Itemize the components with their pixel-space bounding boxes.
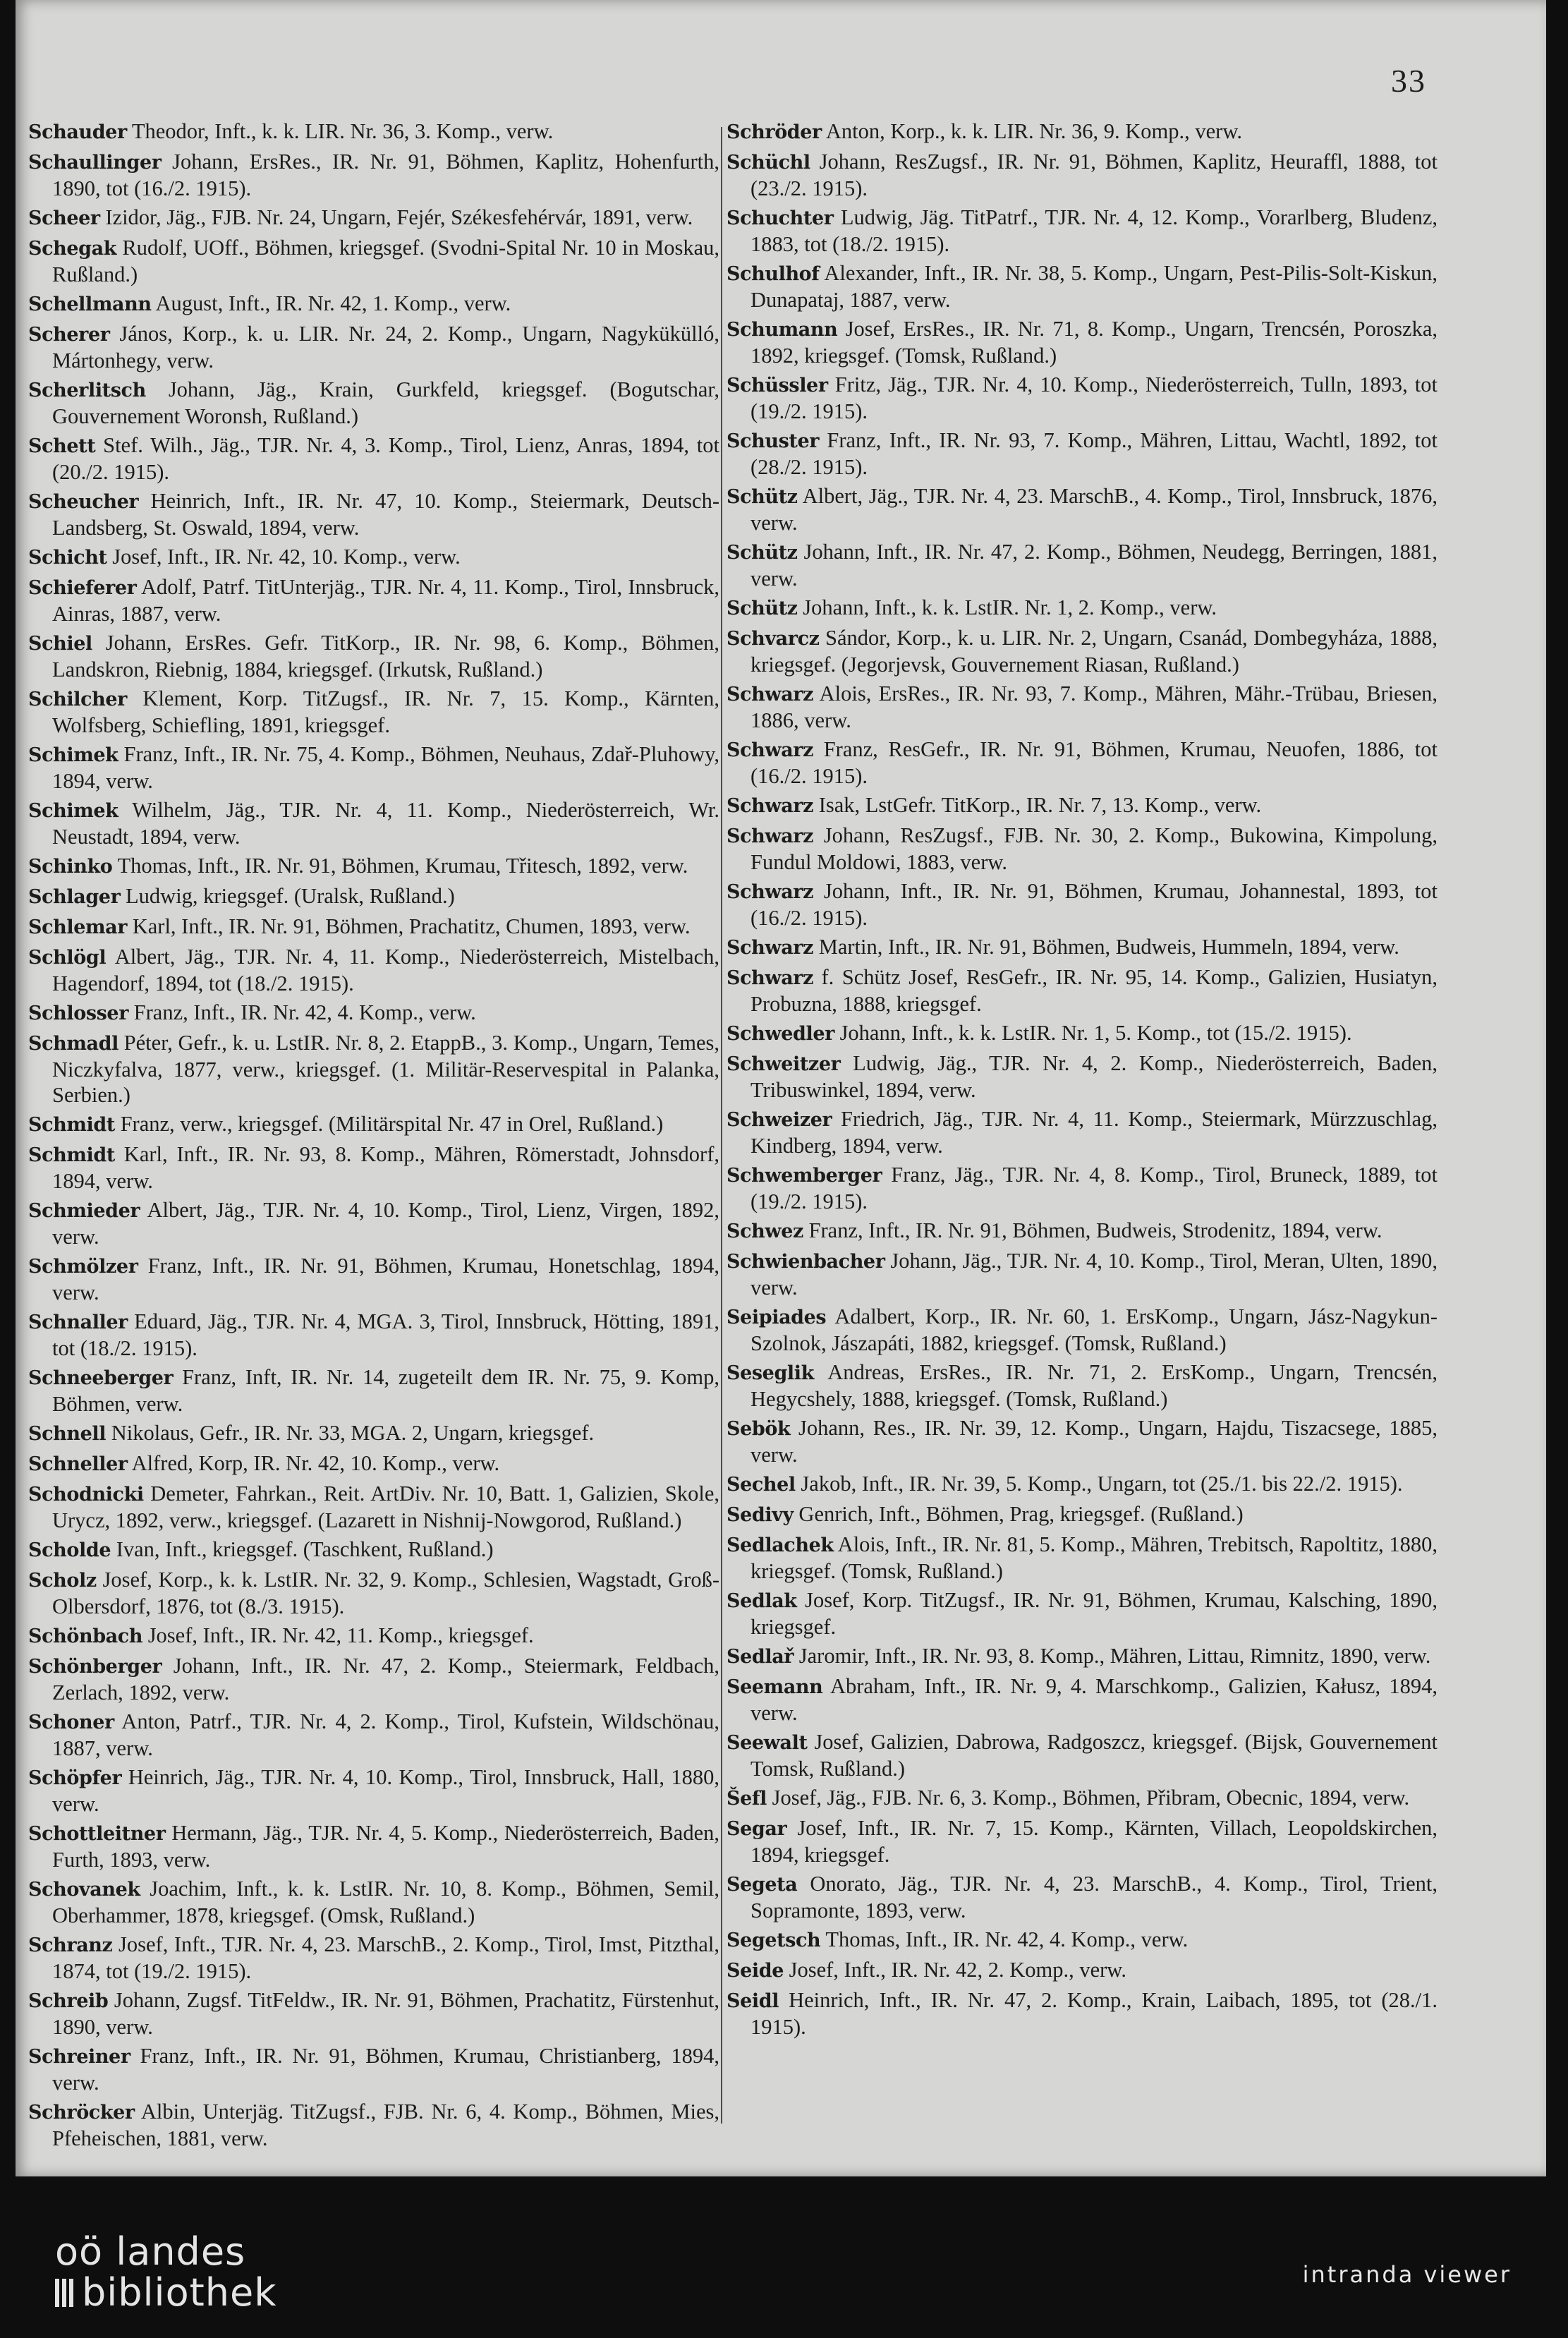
viewer-brand: intranda viewer (1302, 2261, 1512, 2288)
entry-details: Johann, Jäg., TJR. Nr. 4, 10. Komp., Tirol, Meran, Ulten, 1890, verw. (750, 1249, 1438, 1300)
register-entry (28, 1481, 719, 1533)
entry-details: Alois, ErsRes., IR. Nr. 93, 7. Komp., Mähren, Mähr.-Trübau, Briesen, 1886, verw. (750, 682, 1438, 732)
entry-details: Nikolaus, Gefr., IR. Nr. 33, MGA. 2, Ungarn, kriegsgef. (106, 1421, 595, 1445)
register-entry (727, 1106, 1438, 1158)
entry-surname: Sedlak (727, 1590, 797, 1612)
register-entry (28, 686, 719, 738)
entry-surname: Schütz (727, 486, 798, 508)
register-entry (727, 1501, 1438, 1528)
entry-details: Johann, ErsRes. Gefr. TitKorp., IR. Nr. 98, 6. Komp., Böhmen, Landskron, Riebnig, 1884, kriegsgef. (Irkutsk, Rußland.) (52, 631, 719, 682)
entry-details: Karl, Inft., IR. Nr. 91, Böhmen, Prachatitz, Chumen, 1893, verw. (127, 914, 691, 938)
entry-surname: Schöpfer (28, 1767, 122, 1789)
entry-details: Albin, Unterjäg. TitZugsf., FJB. Nr. 6, 4. Komp., Böhmen, Mies, Pfeheischen, 1881, verw. (52, 2100, 719, 2150)
entry-surname: Schellmann (28, 293, 152, 315)
entry-details: Rudolf, UOff., Böhmen, kriegsgef. (Svodni-Spital Nr. 10 in Moskau, Rußland.) (52, 236, 719, 286)
entry-surname: Scholde (28, 1539, 111, 1561)
entry-details: Wilhelm, Jäg., TJR. Nr. 4, 11. Komp., Niederösterreich, Wr. Neustadt, 1894, verw. (52, 798, 719, 849)
entry-surname: Schüchl (727, 152, 810, 174)
entry-surname: Schütz (727, 598, 798, 619)
register-entry (727, 149, 1438, 201)
register-entry (727, 823, 1438, 875)
entry-details: Albert, Jäg., TJR. Nr. 4, 23. MarschB., 4. Komp., Tirol, Innsbruck, 1876, verw. (750, 484, 1438, 535)
register-entry (28, 544, 719, 571)
register-entry (28, 741, 719, 794)
entry-details: Alfred, Korp, IR. Nr. 42, 10. Komp., verw. (127, 1451, 500, 1475)
entry-surname: Scherer (28, 324, 110, 346)
entry-surname: Schwarz (727, 684, 814, 705)
entry-details: August, Inft., IR. Nr. 42, 1. Komp., verw. (151, 291, 511, 315)
entry-surname: Schett (28, 435, 96, 457)
entry-details: Johann, Inft., IR. Nr. 47, 2. Komp., Steiermark, Feldbach, Zerlach, 1892, verw. (52, 1654, 719, 1704)
entry-surname: Schreiner (28, 2046, 130, 2068)
entry-details: Franz, Inft., IR. Nr. 91, Böhmen, Krumau, Christianberg, 1894, verw. (52, 2044, 719, 2095)
entry-details: Adalbert, Korp., IR. Nr. 60, 1. ErsKomp., Ungarn, Jász-Nagykun-Szolnok, Jászapáti, 1882, kriegsgef. (Tomsk, Rußland.) (750, 1304, 1438, 1355)
entry-details: Ludwig, Jäg. TitPatrf., TJR. Nr. 4, 12. Komp., Vorarlberg, Bludenz, 1883, tot (18./2. 1915). (750, 205, 1438, 256)
register-entry (727, 119, 1438, 145)
register-entry (727, 792, 1438, 819)
register-entry (28, 1141, 719, 1194)
entry-details: Friedrich, Jäg., TJR. Nr. 4, 11. Komp., Steiermark, Mürzzuschlag, Kindberg, 1894, verw. (750, 1107, 1438, 1158)
entry-details: Ivan, Inft., kriegsgef. (Taschkent, Rußland.) (111, 1537, 494, 1561)
register-entry (727, 1785, 1438, 1812)
entry-details: Eduard, Jäg., TJR. Nr. 4, MGA. 3, Tirol, Innsbruck, Hötting, 1891, tot (18./2. 1915). (52, 1309, 719, 1360)
register-entry (28, 1197, 719, 1249)
entry-details: Franz, Jäg., TJR. Nr. 4, 8. Komp., Tirol, Bruneck, 1889, tot (19./2. 1915). (750, 1163, 1438, 1213)
register-entry (727, 1815, 1438, 1867)
register-entry (727, 1673, 1438, 1726)
entry-details: Johann, Jäg., Krain, Gurkfeld, kriegsgef. (Bogutschar, Gouvernement Woronsh, Rußland.) (52, 377, 719, 428)
column-divider (721, 127, 722, 2124)
entry-details: Hermann, Jäg., TJR. Nr. 4, 5. Komp., Niederösterreich, Baden, Furth, 1893, verw. (52, 1821, 719, 1872)
entry-surname: Schweizer (727, 1109, 832, 1131)
entry-details: Thomas, Inft., IR. Nr. 42, 4. Komp., verw. (820, 1927, 1189, 1951)
entry-surname: Schicht (28, 547, 107, 569)
entry-surname: Schweitzer (727, 1053, 841, 1075)
register-entry (727, 1957, 1438, 1984)
register-entry (28, 1450, 719, 1477)
entry-details: Onorato, Jäg., TJR. Nr. 4, 23. MarschB., 4. Komp., Tirol, Trient, Sopramonte, 1893, verw. (750, 1872, 1438, 1922)
entry-surname: Schodnicki (28, 1484, 144, 1506)
entry-surname: Schwarz (727, 937, 814, 959)
entry-details: Josef, Inft., IR. Nr. 42, 10. Komp., verw. (107, 545, 461, 569)
entry-details: Izidor, Jäg., FJB. Nr. 24, Ungarn, Fejér, Székesfehérvár, 1891, verw. (99, 205, 693, 229)
register-entry (727, 539, 1438, 591)
entry-details: Theodor, Inft., k. k. LIR. Nr. 36, 3. Komp., verw. (126, 119, 554, 143)
register-entry (727, 1471, 1438, 1498)
entry-details: Karl, Inft., IR. Nr. 93, 8. Komp., Mähren, Römerstadt, Johnsdorf, 1894, verw. (52, 1142, 719, 1193)
register-entry (28, 291, 719, 317)
register-entry (727, 1532, 1438, 1584)
entry-surname: Schoner (28, 1712, 114, 1733)
entry-surname: Schlögl (28, 947, 107, 969)
entry-surname: Schlosser (28, 1003, 129, 1024)
register-entry (727, 964, 1438, 1017)
entry-surname: Seide (727, 1960, 784, 1982)
register-entry (727, 1050, 1438, 1103)
register-entry (727, 1415, 1438, 1467)
entry-details: f. Schütz Josef, ResGefr., IR. Nr. 95, 14. Komp., Galizien, Husiatyn, Probuzna, 1888, kriegsgef. (750, 965, 1438, 1016)
register-entry (28, 1030, 719, 1108)
register-entry (727, 205, 1438, 257)
entry-surname: Segeta (727, 1874, 798, 1896)
entry-details: Jaromir, Inft., IR. Nr. 93, 8. Komp., Mähren, Littau, Rimnitz, 1890, verw. (794, 1644, 1431, 1668)
entry-surname: Schwarz (727, 739, 814, 761)
library-bars-icon (55, 2279, 73, 2307)
entry-surname: Schwemberger (727, 1165, 882, 1187)
entry-details: Joachim, Inft., k. k. LstIR. Nr. 10, 8. Komp., Böhmen, Semil, Oberhammer, 1878, kriegsgef. (Omsk, Rußland.) (52, 1877, 719, 1927)
entry-surname: Schieferer (28, 577, 137, 599)
register-entry (28, 1876, 719, 1928)
entry-details: Johann, Inft., IR. Nr. 91, Böhmen, Krumau, Johannestal, 1893, tot (16./2. 1915). (750, 879, 1438, 930)
register-entry (28, 944, 719, 996)
entry-surname: Schimek (28, 800, 118, 822)
entry-details: Abraham, Inft., IR. Nr. 9, 4. Marschkomp., Galizien, Kałusz, 1894, verw. (750, 1674, 1438, 1725)
register-entry (727, 1304, 1438, 1356)
entry-surname: Schwarz (727, 881, 814, 903)
entry-surname: Schneller (28, 1453, 128, 1475)
left-column (28, 119, 719, 2155)
entry-details: Josef, Inft., TJR. Nr. 4, 23. MarschB., 2. Komp., Tirol, Imst, Pitzthal, 1874, tot (19./2. 1915). (52, 1932, 719, 1983)
entry-details: Josef, Jäg., FJB. Nr. 6, 3. Komp., Böhmen, Přibram, Obecnic, 1894, verw. (766, 1786, 1410, 1810)
entry-details: Franz, Inft., IR. Nr. 75, 4. Komp., Böhmen, Neuhaus, Zdař-Pluhowy, 1894, verw. (52, 742, 719, 793)
entry-details: Fritz, Jäg., TJR. Nr. 4, 10. Komp., Niederösterreich, Tulln, 1893, tot (19./2. 1915). (750, 372, 1438, 423)
register-entry (28, 119, 719, 145)
entry-details: Anton, Korp., k. k. LIR. Nr. 36, 9. Komp., verw. (821, 119, 1243, 143)
entry-surname: Schmölzer (28, 1256, 138, 1278)
entry-details: Alois, Inft., IR. Nr. 81, 5. Komp., Mähren, Trebitsch, Rapoltitz, 1880, kriegsgef. (Tomsk, Rußland.) (750, 1532, 1438, 1583)
entry-details: Josef, Inft., IR. Nr. 7, 15. Komp., Kärnten, Villach, Leopoldskirchen, 1894, kriegsgef. (750, 1816, 1438, 1867)
entry-surname: Schottleitner (28, 1823, 166, 1845)
logo-text-line-2-wrap (55, 2272, 277, 2313)
entry-details: Péter, Gefr., k. u. LstIR. Nr. 8, 2. EtappB., 3. Komp., Ungarn, Temes, Niczkyfalva, 1877, verw., kriegsgef. (1. Militär-Reservespital in Palanka, Serbien.) (52, 1031, 719, 1107)
entry-surname: Sebök (727, 1418, 791, 1440)
register-entry (727, 1359, 1438, 1412)
entry-surname: Schvarcz (727, 628, 820, 650)
register-entry (28, 235, 719, 287)
entry-surname: Schnaller (28, 1312, 128, 1333)
register-entry (727, 316, 1438, 368)
register-entry (28, 1623, 719, 1649)
register-entry (28, 205, 719, 231)
register-entry (727, 1987, 1438, 2040)
entry-details: Johann, Inft., k. k. LstIR. Nr. 1, 2. Komp., verw. (797, 595, 1217, 619)
entry-surname: Schmidt (28, 1114, 115, 1136)
entry-surname: Schauder (28, 121, 127, 143)
register-entry (727, 1587, 1438, 1640)
register-entry (28, 1820, 719, 1872)
entry-surname: Schwarz (727, 795, 814, 817)
entry-surname: Schröcker (28, 2102, 135, 2124)
entry-details: Alexander, Inft., IR. Nr. 38, 5. Komp., Ungarn, Pest-Pilis-Solt-Kiskun, Dunapataj, 1887, verw. (750, 261, 1438, 312)
entry-details: Stef. Wilh., Jäg., TJR. Nr. 4, 3. Komp., Tirol, Lienz, Anras, 1894, tot (20./2. 1915). (52, 433, 719, 484)
entry-details: Martin, Inft., IR. Nr. 91, Böhmen, Budweis, Hummeln, 1894, verw. (813, 935, 1399, 959)
entry-surname: Schumann (727, 319, 838, 341)
logo-text-line-1: oö landes (55, 2229, 246, 2274)
entry-details: Adolf, Patrf. TitUnterjäg., TJR. Nr. 4, 11. Komp., Tirol, Innsbruck, Ainras, 1887, verw. (52, 575, 719, 626)
entry-details: Josef, Galizien, Dabrowa, Radgoszcz, kriegsgef. (Bijsk, Gouvernement Tomsk, Rußland.) (750, 1730, 1438, 1781)
entry-details: Heinrich, Inft., IR. Nr. 47, 10. Komp., Steiermark, Deutsch-Landsberg, St. Oswald, 1894, verw. (52, 489, 719, 540)
entry-details: János, Korp., k. u. LIR. Nr. 24, 2. Komp., Ungarn, Nagykükülló, Mártonhegy, verw. (52, 322, 719, 372)
entry-details: Johann, Zugsf. TitFeldw., IR. Nr. 91, Böhmen, Prachatitz, Fürstenhut, 1890, verw. (52, 1988, 719, 2039)
entry-surname: Schütz (727, 542, 798, 564)
entry-surname: Schwarz (727, 825, 814, 847)
entry-details: Franz, Inft, IR. Nr. 14, zugeteilt dem IR. Nr. 75, 9. Komp, Böhmen, verw. (52, 1365, 719, 1416)
entry-surname: Segar (727, 1818, 787, 1840)
register-entry (28, 1309, 719, 1361)
entry-details: Franz, Inft., IR. Nr. 93, 7. Komp., Mähren, Littau, Wachtl, 1892, tot (28./2. 1915). (750, 428, 1438, 479)
logo-text-line-2: bibliothek (82, 2270, 277, 2315)
entry-details: Heinrich, Jäg., TJR. Nr. 4, 10. Komp., Tirol, Innsbruck, Hall, 1880, verw. (52, 1765, 719, 1816)
register-entry (727, 372, 1438, 424)
entry-details: Franz, verw., kriegsgef. (Militärspital Nr. 47 in Orel, Rußland.) (114, 1112, 664, 1136)
entry-surname: Schmadl (28, 1033, 118, 1055)
register-entry (727, 1218, 1438, 1244)
register-entry (727, 681, 1438, 733)
entry-details: Andreas, ErsRes., IR. Nr. 71, 2. ErsKomp., Ungarn, Trencsén, Hegycshely, 1888, kriegsgef. (Tomsk, Rußland.) (750, 1360, 1438, 1411)
register-entry (28, 914, 719, 940)
entry-surname: Schlemar (28, 916, 128, 938)
entry-surname: Šefl (727, 1788, 767, 1810)
entry-details: Franz, ResGefr., IR. Nr. 91, Böhmen, Krumau, Neuofen, 1886, tot (16./2. 1915). (750, 737, 1438, 788)
entry-details: Thomas, Inft., IR. Nr. 91, Böhmen, Krumau, Třitesch, 1892, verw. (112, 854, 688, 878)
entry-details: Albert, Jäg., TJR. Nr. 4, 10. Komp., Tirol, Lienz, Virgen, 1892, verw. (52, 1198, 719, 1249)
entry-surname: Schlager (28, 886, 121, 908)
register-entry (28, 883, 719, 910)
entry-details: Johann, ResZugsf., FJB. Nr. 30, 2. Komp., Bukowina, Kimpolung, Fundul Moldowi, 1883, verw. (750, 823, 1438, 874)
register-entry (727, 1927, 1438, 1954)
entry-surname: Schwez (727, 1221, 803, 1242)
entry-surname: Schranz (28, 1934, 113, 1956)
register-entry (727, 483, 1438, 535)
register-entry (727, 934, 1438, 961)
register-entry (28, 574, 719, 626)
entry-surname: Schönbach (28, 1625, 143, 1647)
entry-surname: Schröder (727, 121, 822, 143)
entry-details: Johann, Inft., IR. Nr. 47, 2. Komp., Böhmen, Neudegg, Berringen, 1881, verw. (750, 540, 1438, 590)
register-entry (727, 1248, 1438, 1300)
register-entry (28, 432, 719, 485)
register-entry (727, 1162, 1438, 1214)
entry-surname: Schegak (28, 238, 117, 260)
register-entry (28, 797, 719, 849)
entry-surname: Schwienbacher (727, 1251, 885, 1273)
entry-details: Genrich, Inft., Böhmen, Prag, kriegsgef. (Rußland.) (793, 1502, 1244, 1526)
entry-surname: Schneeberger (28, 1367, 174, 1389)
entry-details: Josef, Inft., IR. Nr. 42, 11. Komp., kriegsgef. (142, 1623, 534, 1647)
entry-surname: Schinko (28, 856, 113, 878)
register-entry (727, 878, 1438, 931)
page-number: 33 (1391, 63, 1426, 99)
register-entry (28, 488, 719, 540)
entry-details: Ludwig, kriegsgef. (Uralsk, Rußland.) (120, 884, 455, 908)
entry-surname: Schaullinger (28, 152, 162, 174)
entry-details: Isak, LstGefr. TitKorp., IR. Nr. 7, 13. Komp., verw. (813, 793, 1262, 817)
register-entry (727, 625, 1438, 677)
register-entry (727, 1020, 1438, 1047)
register-entry (28, 1000, 719, 1026)
register-entry (28, 1537, 719, 1563)
entry-details: Franz, Inft., IR. Nr. 42, 4. Komp., verw. (128, 1000, 476, 1024)
register-entry (727, 260, 1438, 313)
entry-surname: Sechel (727, 1474, 796, 1496)
register-entry (28, 1420, 719, 1447)
scanned-page (16, 0, 1546, 2176)
register-entry (28, 1567, 719, 1619)
register-entry (28, 1253, 719, 1305)
entry-surname: Scheucher (28, 491, 139, 513)
entry-details: Franz, Inft., IR. Nr. 91, Böhmen, Budweis, Strodenitz, 1894, verw. (803, 1218, 1382, 1242)
right-column (727, 119, 1438, 2043)
entry-surname: Schmidt (28, 1144, 115, 1166)
entry-surname: Seemann (727, 1676, 823, 1698)
register-entry (727, 595, 1438, 622)
entry-surname: Schreib (28, 1990, 109, 2012)
register-entry (727, 1871, 1438, 1923)
entry-surname: Schiel (28, 633, 92, 655)
entry-surname: Scholz (28, 1570, 97, 1592)
register-entry (28, 2099, 719, 2151)
register-entry (28, 853, 719, 880)
entry-surname: Schovanek (28, 1879, 140, 1901)
entry-surname: Schuchter (727, 207, 834, 229)
entry-surname: Seipiades (727, 1307, 827, 1328)
entry-details: Johann, Inft., k. k. LstIR. Nr. 1, 5. Komp., tot (15./2. 1915). (834, 1021, 1352, 1045)
entry-details: Josef, ErsRes., IR. Nr. 71, 8. Komp., Ungarn, Trencsén, Poroszka, 1892, kriegsgef. (Tomsk, Rußland.) (750, 317, 1438, 368)
register-entry (28, 2043, 719, 2095)
entry-surname: Schönberger (28, 1656, 162, 1678)
library-logo[interactable] (55, 2231, 277, 2313)
entry-surname: Schuster (727, 430, 820, 452)
entry-details: Josef, Korp. TitZugsf., IR. Nr. 91, Böhmen, Krumau, Kalsching, 1890, kriegsgef. (750, 1588, 1438, 1639)
entry-details: Anton, Patrf., TJR. Nr. 4, 2. Komp., Tirol, Kufstein, Wildschönau, 1887, verw. (52, 1709, 719, 1760)
entry-surname: Segetsch (727, 1930, 821, 1951)
entry-surname: Schwarz (727, 967, 814, 989)
entry-details: Johann, ResZugsf., IR. Nr. 91, Böhmen, Kaplitz, Heuraffl, 1888, tot (23./2. 1915). (750, 150, 1438, 200)
entry-surname: Schulhof (727, 263, 820, 285)
register-entry (28, 1653, 719, 1705)
register-entry (727, 428, 1438, 480)
entry-surname: Seidl (727, 1990, 779, 2012)
entry-surname: Sedivy (727, 1504, 794, 1526)
register-entry (28, 1764, 719, 1817)
entry-surname: Schnell (28, 1423, 107, 1445)
register-entry (28, 1709, 719, 1761)
entry-details: Franz, Inft., IR. Nr. 91, Böhmen, Krumau, Honetschlag, 1894, verw. (52, 1254, 719, 1304)
viewer-footer (0, 2176, 1568, 2338)
entry-surname: Scherlitsch (28, 380, 146, 401)
register-entry (727, 737, 1438, 789)
entry-details: Heinrich, Inft., IR. Nr. 47, 2. Komp., Krain, Laibach, 1895, tot (28./1. 1915). (750, 1988, 1438, 2039)
register-entry (28, 630, 719, 682)
entry-surname: Seseglik (727, 1362, 814, 1384)
register-entry (727, 1643, 1438, 1670)
entry-details: Klement, Korp. TitZugsf., IR. Nr. 7, 15. Komp., Kärnten, Wolfsberg, Schiefling, 1891, kriegsgef. (52, 686, 719, 737)
register-entry (727, 1729, 1438, 1781)
entry-details: Ludwig, Jäg., TJR. Nr. 4, 2. Komp., Niederösterreich, Baden, Tribuswinkel, 1894, verw. (750, 1051, 1438, 1102)
entry-details: Jakob, Inft., IR. Nr. 39, 5. Komp., Ungarn, tot (25./1. bis 22./2. 1915). (795, 1472, 1403, 1496)
entry-details: Johann, ErsRes., IR. Nr. 91, Böhmen, Kaplitz, Hohenfurth, 1890, tot (16./2. 1915). (52, 150, 719, 200)
entry-surname: Schmieder (28, 1200, 140, 1222)
entry-surname: Schimek (28, 744, 118, 766)
entry-surname: Schwedler (727, 1023, 834, 1045)
register-entry (28, 149, 719, 201)
entry-details: Josef, Inft., IR. Nr. 42, 2. Komp., verw. (784, 1958, 1126, 1982)
entry-surname: Schüssler (727, 375, 828, 396)
register-entry (28, 377, 719, 429)
register-entry (28, 1987, 719, 2040)
entry-surname: Sedlachek (727, 1534, 834, 1556)
entry-details: Sándor, Korp., k. u. LIR. Nr. 2, Ungarn, Csanád, Dombegyháza, 1888, kriegsgef. (Jegorjevsk, Gouvernement Riasan, Rußland.) (750, 626, 1438, 677)
entry-surname: Schilcher (28, 689, 127, 710)
entry-surname: Sedlař (727, 1646, 794, 1668)
entry-details: Albert, Jäg., TJR. Nr. 4, 11. Komp., Niederösterreich, Mistelbach, Hagendorf, 1894, tot (18./2. 1915). (52, 945, 719, 995)
entry-details: Josef, Korp., k. k. LstIR. Nr. 32, 9. Komp., Schlesien, Wagstadt, Groß-Olbersdorf, 1876, tot (8./3. 1915). (52, 1568, 719, 1618)
entry-surname: Scheer (28, 207, 100, 229)
register-entry (28, 321, 719, 373)
register-entry (28, 1932, 719, 1984)
register-entry (28, 1364, 719, 1417)
entry-details: Johann, Res., IR. Nr. 39, 12. Komp., Ungarn, Hajdu, Tiszacsege, 1885, verw. (750, 1416, 1438, 1467)
register-entry (28, 1111, 719, 1138)
entry-surname: Seewalt (727, 1732, 808, 1754)
entry-details: Demeter, Fahrkan., Reit. ArtDiv. Nr. 10, Batt. 1, Galizien, Skole, Urycz, 1892, verw., kriegsgef. (Lazarett in Nishnij-Nowgorod, Rußland.) (52, 1482, 719, 1532)
